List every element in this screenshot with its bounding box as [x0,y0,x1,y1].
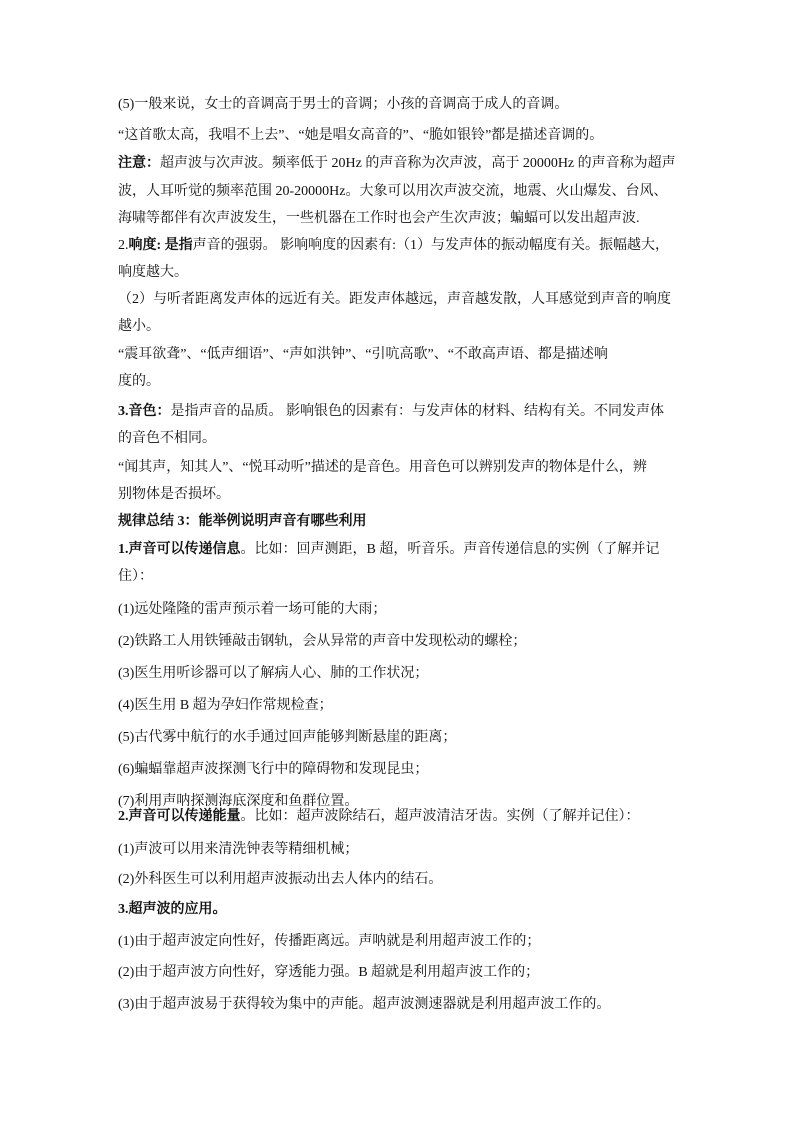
line-prefix: 2. [118,238,129,253]
line-text: (6)蝙蝠靠超声波探测飞行中的障碍物和发现昆虫； [118,762,429,777]
text-line [118,729,456,747]
text-line [118,155,676,173]
text-line [118,346,608,364]
line-text: 。比如：回声测距，B 超，听音乐。声音传递信息的实例（了解并记 [240,542,660,557]
text-line [118,808,640,826]
text-line [118,183,667,201]
line-text: “震耳欲聋”、“低声细语”、“声如洪钟”、“引吭高歌”、“不敢高声语、都是描述响 [118,347,608,362]
text-line [118,871,442,889]
line-text: 超声波与次声波。频率低于 20Hz 的声音称为次声波，高于 20000Hz 的声音称为超声 [160,156,676,171]
line-text: （2）与听者距离发声体的远近有关。距发声体越远，声音越发散，人耳感觉到声音的响度 [118,292,671,307]
bold-heading: 响度: 是指 [128,238,193,253]
line-text: (3)医生用听诊器可以了解病人心、肺的工作状况； [118,666,429,681]
text-line [118,373,160,391]
bold-heading: 1.声音可以传递信息 [118,542,241,557]
text-line [118,761,428,779]
line-text: (7)利用声呐探测海底深度和鱼群位置。 [118,794,359,809]
text-line [118,291,671,309]
bold-heading: 规律总结 3：能举例说明声音有哪些利用 [118,514,367,529]
text-line [118,459,647,477]
line-text: 。比如：超声波除结石，超声波清洁牙齿。实例（了解并记住）： [240,809,640,824]
line-text: (4)医生用 B 超为孕妇作常规检查； [118,698,333,713]
line-text: (5)一般来说，女士的音调高于男士的音调；小孩的音调高于成人的音调。 [118,97,569,112]
text-line [118,633,526,651]
text-line [118,237,669,255]
text-line [118,541,659,559]
text-line [118,901,227,919]
line-text: “这首歌太高，我唱不上去”、“她是唱女高音的”、“脆如银铃”都是描述音调的。 [118,128,604,143]
line-text: 的音色不相同。 [118,431,216,446]
bold-heading: 3.超声波的应用。 [118,902,227,917]
text-line [118,568,153,586]
line-text: 声音的强弱。 影响响度的因素有:（1）与发声体的振动幅度有关。振幅越大， [192,238,670,253]
line-text: “闻其声，知其人”、“悦耳动听”描述的是音色。用音色可以辨别发声的物体是什么，辨 [118,460,647,475]
line-text: 响度越大。 [118,265,188,280]
text-line [118,486,230,504]
text-line [118,318,160,336]
line-text: 是指声音的品质。 影响银色的因素有：与发声体的材料、结构有关。不同发声体 [170,404,664,419]
text-line [118,933,540,951]
line-text: (2)由于超声波方向性好，穿透能力强。B 超就是利用超声波工作的； [118,965,540,980]
text-line [118,841,358,859]
line-text: 度的。 [118,374,160,389]
line-text: (1)远处隆隆的雷声预示着一场可能的大雨； [118,602,387,617]
line-text: 越小。 [118,319,160,334]
line-text: (1)声波可以用来清洗钟表等精细机械； [118,842,359,857]
line-text: (3)由于超声波易于获得较为集中的声能。超声波测速器就是利用超声波工作的。 [118,997,611,1012]
text-line [118,996,610,1014]
line-text: (2)外科医生可以利用超声波振动出去人体内的结石。 [118,872,443,887]
text-line [118,697,333,715]
text-line [118,210,640,228]
bold-heading: 3.音色： [118,404,171,419]
line-text: 住）： [118,569,153,584]
text-line [118,403,664,421]
text-line [118,127,603,145]
line-text: (1)由于超声波定向性好，传播距离远。声呐就是利用超声波工作的； [118,934,541,949]
line-text: 别物体是否损坏。 [118,487,230,502]
text-line [118,601,386,619]
bold-heading: 注意： [118,156,160,171]
text-line [118,665,428,683]
text-line [118,513,367,531]
line-text: (5)古代雾中航行的水手通过回声能够判断悬崖的距离； [118,730,457,745]
line-text: 波，人耳听觉的频率范围 20-20000Hz。大象可以用次声波交流，地震、火山爆发、台风、 [118,184,668,199]
text-line [118,264,188,282]
text-line [118,964,539,982]
bold-heading: 2.声音可以传递能量 [118,809,241,824]
line-text: (2)铁路工人用铁锤敲击钢轨，会从异常的声音中发现松动的螺栓； [118,634,527,649]
text-line [118,430,216,448]
line-text: 海啸等都伴有次声波发生，一些机器在工作时也会产生次声波；蝙蝠可以发出超声波. [118,211,640,226]
text-line [118,96,568,114]
